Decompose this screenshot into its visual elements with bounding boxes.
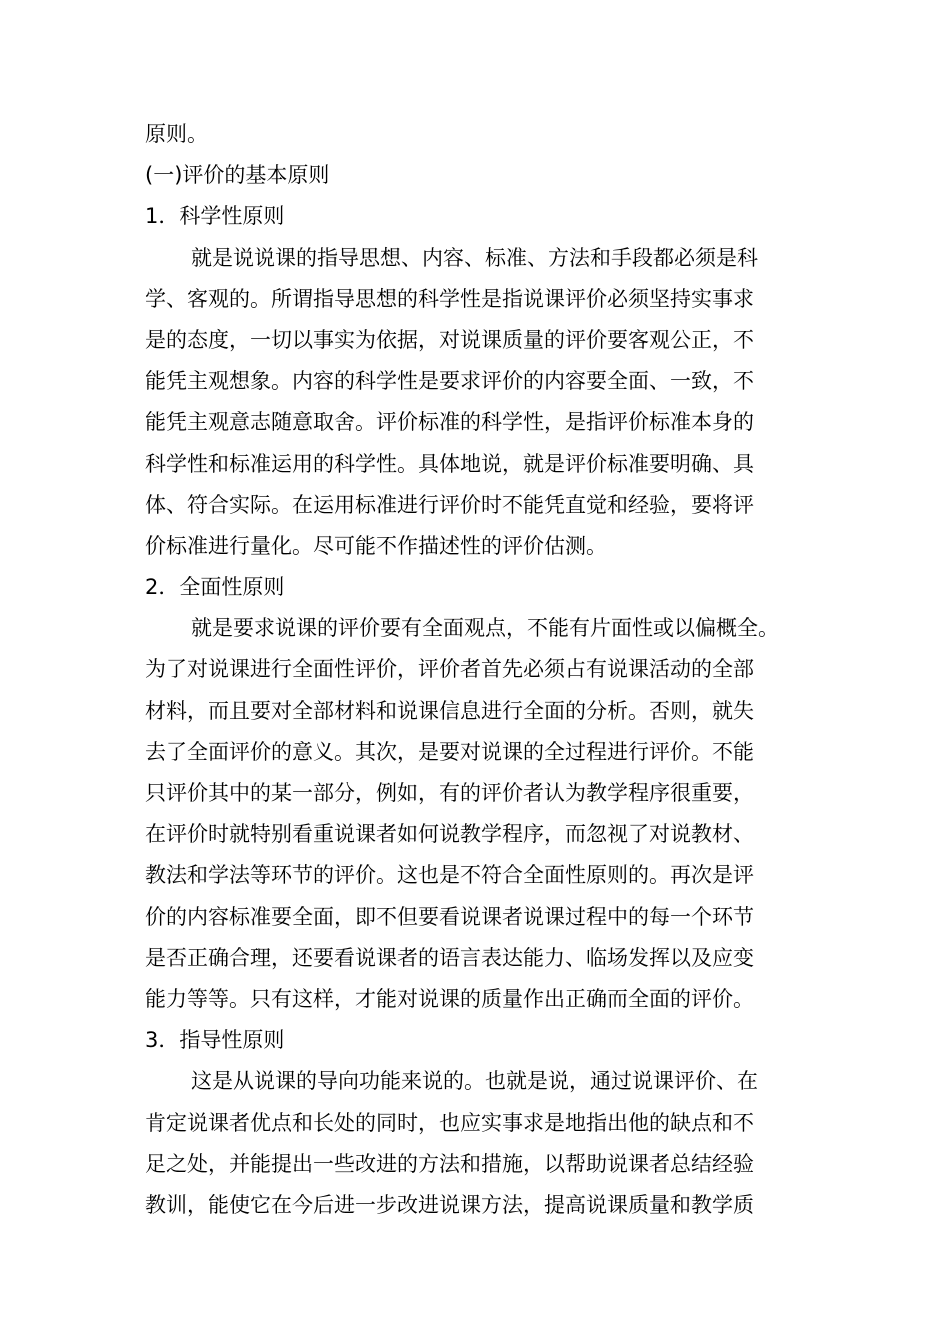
paragraph-line: 为了对说课进行全面性评价，评价者首先必须占有说课活动的全部 — [145, 657, 754, 682]
subsection-heading: 2．全面性原则 — [145, 575, 285, 600]
section-heading: (一)评价的基本原则 — [145, 163, 330, 188]
subsection-heading: 1．科学性原则 — [145, 204, 285, 229]
paragraph-line: 能凭主观想象。内容的科学性是要求评价的内容要全面、一致，不 — [145, 369, 754, 394]
paragraph-line: 就是说说课的指导思想、内容、标准、方法和手段都必须是科 — [191, 245, 758, 270]
paragraph-line: 这是从说课的导向功能来说的。也就是说，通过说课评价、在 — [191, 1069, 758, 1094]
paragraph-line: 价标准进行量化。尽可能不作描述性的评价估测。 — [145, 533, 607, 558]
paragraph-line: 是否正确合理，还要看说课者的语言表达能力、临场发挥以及应变 — [145, 945, 754, 970]
paragraph-line: 是的态度，一切以事实为依据，对说课质量的评价要客观公正，不 — [145, 327, 754, 352]
paragraph-line: 价的内容标准要全面，即不但要看说课者说课过程中的每一个环节 — [145, 904, 754, 929]
paragraph-line: 在评价时就特别看重说课者如何说教学程序，而忽视了对说教材、 — [145, 822, 754, 847]
document-body — [145, 114, 825, 1226]
paragraph-line: 能凭主观意志随意取舍。评价标准的科学性，是指评价标准本身的 — [145, 410, 754, 435]
paragraph-line: 体、符合实际。在运用标准进行评价时不能凭直觉和经验，要将评 — [145, 492, 754, 517]
paragraph-line: 材料，而且要对全部材料和说课信息进行全面的分析。否则，就失 — [145, 698, 754, 723]
paragraph-line: 足之处，并能提出一些改进的方法和措施，以帮助说课者总结经验 — [145, 1151, 754, 1176]
paragraph-line: 只评价其中的某一部分，例如，有的评价者认为教学程序很重要， — [145, 781, 754, 805]
paragraph-line: 教训，能使它在今后进一步改进说课方法，提高说课质量和教学质 — [145, 1192, 754, 1217]
paragraph-line: 教法和学法等环节的评价。这也是不符合全面性原则的。再次是评 — [145, 863, 754, 888]
paragraph-line: 能力等等。只有这样，才能对说课的质量作出正确而全面的评价。 — [145, 986, 754, 1011]
paragraph-line: 原则。 — [145, 122, 208, 146]
paragraph-line: 就是要求说课的评价要有全面观点，不能有片面性或以偏概全。 — [191, 616, 779, 641]
paragraph-line: 学、客观的。所谓指导思想的科学性是指说课评价必须坚持实事求 — [145, 286, 754, 311]
paragraph-line: 肯定说课者优点和长处的同时，也应实事求是地指出他的缺点和不 — [145, 1110, 754, 1135]
paragraph-line: 科学性和标准运用的科学性。具体地说，就是评价标准要明确、具 — [145, 451, 754, 476]
paragraph-line: 去了全面评价的意义。其次，是要对说课的全过程进行评价。不能 — [145, 739, 754, 764]
subsection-heading: 3．指导性原则 — [145, 1028, 285, 1053]
